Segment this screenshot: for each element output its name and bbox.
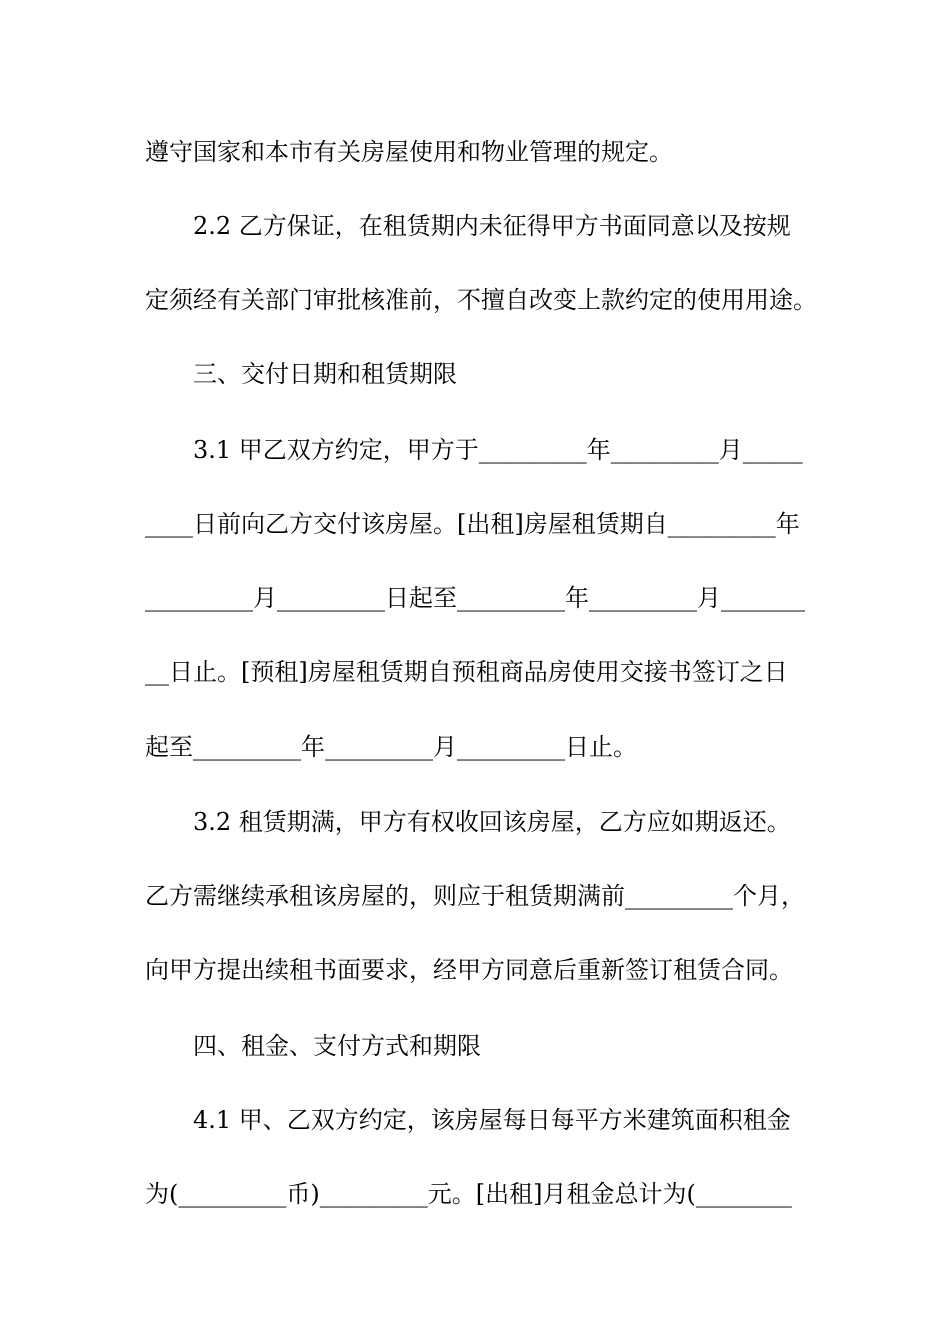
clause-2-2-line-1: 2.2 乙方保证，在租赁期内未征得甲方书面同意以及按规: [193, 212, 791, 240]
clause-4-1-line-2: 为(_________币)_________元。[出租]月租金总计为(________: [145, 1180, 792, 1208]
clause-3-2-line-1: 3.2 租赁期满，甲方有权收回该房屋，乙方应如期返还。: [193, 808, 791, 836]
paragraph-line-1: 遵守国家和本市有关房屋使用和物业管理的规定。: [145, 138, 673, 166]
section-3-heading: 三、交付日期和租赁期限: [193, 360, 457, 388]
clause-3-1-line-2: ____日前向乙方交付该房屋。[出租]房屋租赁期自_________年: [145, 510, 800, 538]
clause-3-1-line-3: _________月_________日起至_________年_________月_______: [145, 584, 805, 612]
clause-3-2-line-3: 向甲方提出续租书面要求，经甲方同意后重新签订租赁合同。: [145, 956, 793, 984]
clause-3-2-line-2: 乙方需继续承租该房屋的，则应于租赁期满前_________个月，: [145, 882, 805, 910]
clause-3-1-line-4: __日止。[预租]房屋租赁期自预租商品房使用交接书签订之日: [145, 658, 788, 686]
clause-2-2-line-2: 定须经有关部门审批核准前，不擅自改变上款约定的使用用途。: [145, 286, 817, 314]
section-4-heading: 四、租金、支付方式和期限: [193, 1032, 481, 1060]
clause-4-1-line-1: 4.1 甲、乙双方约定，该房屋每日每平方米建筑面积租金: [193, 1106, 791, 1134]
clause-3-1-line-1: 3.1 甲乙双方约定，甲方于_________年_________月_____: [193, 436, 803, 464]
clause-3-1-line-5: 起至_________年_________月_________日止。: [145, 733, 637, 761]
